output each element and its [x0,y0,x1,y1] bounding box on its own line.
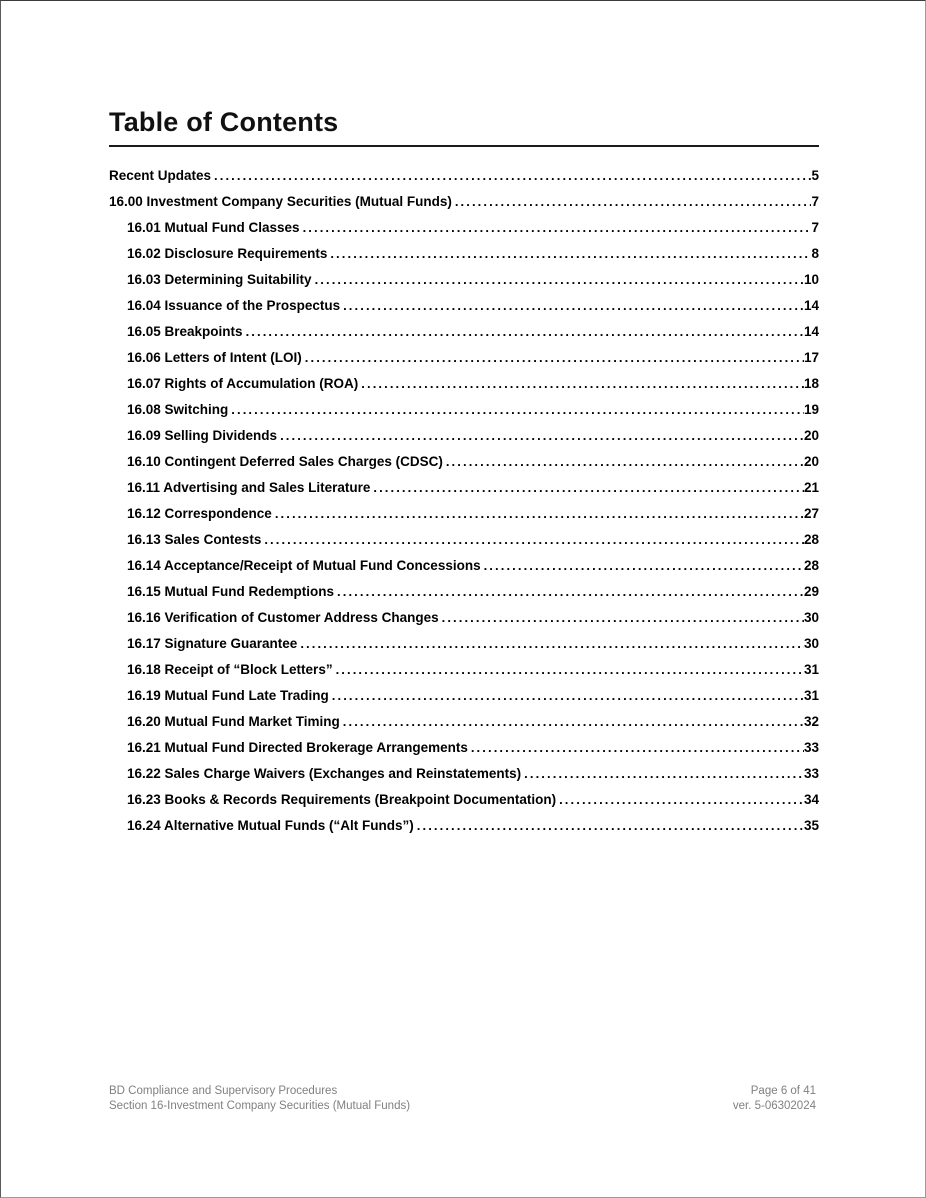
dot-leader [524,761,804,787]
toc-entry-label: 16.01 Mutual Fund Classes [127,220,300,235]
toc-entry-label: 16.05 Breakpoints [127,324,243,339]
toc-entry[interactable] [109,527,819,553]
toc-entry-page: 28 [803,532,819,547]
toc-entry[interactable] [109,709,819,735]
toc-entry[interactable] [109,163,819,189]
footer-version: ver. 5-06302024 [732,1099,816,1112]
dot-leader [303,215,812,241]
toc-entry[interactable] [109,605,819,631]
toc-entry-page: 21 [803,480,819,495]
toc-entry-label: 16.03 Determining Suitability [127,272,312,287]
dot-leader [246,319,804,345]
toc-entry-label: Recent Updates [109,168,212,183]
toc-entry[interactable] [109,501,819,527]
dot-leader [417,813,804,839]
toc-entry-label: 16.08 Switching [127,402,229,417]
toc-entry-page: 14 [803,298,819,313]
toc-entry-page: 28 [803,558,819,573]
toc-entry[interactable] [109,397,819,423]
dot-leader [442,605,804,631]
toc-entry[interactable] [109,735,819,761]
toc-entry-label: 16.02 Disclosure Requirements [127,246,328,261]
toc-entry-label: 16.21 Mutual Fund Directed Brokerage Arrangements [127,740,468,755]
dot-leader [305,345,804,371]
toc-entry-label: 16.12 Correspondence [127,506,272,521]
footer-section-title: Section 16-Investment Company Securities (Mutual Funds) [109,1099,411,1112]
dot-leader [361,371,804,397]
dot-leader [264,527,804,553]
toc-entry-label: 16.16 Verification of Customer Address Changes [127,610,439,625]
toc-entry-page: 33 [803,740,819,755]
footer-right [733,1084,816,1113]
dot-leader [315,267,804,293]
toc-entry-page: 31 [803,662,819,677]
toc-entry[interactable] [109,787,819,813]
toc-entry-page: 10 [803,272,819,287]
dot-leader [446,449,804,475]
toc-entry-label: 16.06 Letters of Intent (LOI) [127,350,302,365]
toc-entry[interactable] [109,579,819,605]
toc-list [109,163,819,839]
toc-entry[interactable] [109,423,819,449]
page-footer [109,1084,816,1113]
toc-entry[interactable] [109,215,819,241]
toc-entry[interactable] [109,371,819,397]
toc-entry-label: 16.17 Signature Guarantee [127,636,298,651]
toc-entry-label: 16.15 Mutual Fund Redemptions [127,584,335,599]
toc-entry[interactable] [109,267,819,293]
dot-leader [330,241,811,267]
dot-leader [373,475,804,501]
dot-leader [559,787,804,813]
dot-leader [214,163,811,189]
toc-entry-page: 27 [803,506,819,521]
dot-leader [337,579,804,605]
dot-leader [471,735,804,761]
toc-entry[interactable] [109,813,819,839]
toc-entry[interactable] [109,657,819,683]
toc-entry[interactable] [109,241,819,267]
dot-leader [484,553,804,579]
toc-entry-page: 30 [803,610,819,625]
toc-entry-page: 19 [803,402,819,417]
toc-entry-label: 16.13 Sales Contests [127,532,262,547]
toc-entry-page: 8 [811,246,819,261]
toc-entry-label: 16.04 Issuance of the Prospectus [127,298,341,313]
toc-entry-page: 29 [803,584,819,599]
dot-leader [455,189,812,215]
toc-entry-page: 20 [803,454,819,469]
toc-entry[interactable] [109,449,819,475]
toc-entry-page: 14 [803,324,819,339]
toc-entry-label: 16.18 Receipt of “Block Letters” [127,662,333,677]
toc-entry-page: 7 [811,194,819,209]
toc-entry[interactable] [109,345,819,371]
toc-entry[interactable] [109,553,819,579]
toc-entry-page: 30 [803,636,819,651]
toc-entry-label: 16.19 Mutual Fund Late Trading [127,688,329,703]
dot-leader [336,657,804,683]
dot-leader [332,683,804,709]
dot-leader [280,423,804,449]
toc-section [109,104,819,839]
toc-entry-label: 16.11 Advertising and Sales Literature [127,480,371,495]
toc-entry[interactable] [109,293,819,319]
toc-entry-label: 16.14 Acceptance/Receipt of Mutual Fund Concessions [127,558,481,573]
toc-entry-page: 20 [803,428,819,443]
toc-entry-label: 16.20 Mutual Fund Market Timing [127,714,340,729]
dot-leader [275,501,804,527]
dot-leader [231,397,804,423]
dot-leader [343,709,804,735]
toc-entry-label: 16.24 Alternative Mutual Funds (“Alt Funds”) [127,818,414,833]
toc-entry-page: 18 [803,376,819,391]
toc-entry-page: 17 [803,350,819,365]
toc-entry[interactable] [109,475,819,501]
footer-left [109,1084,410,1113]
toc-entry-page: 35 [803,818,819,833]
toc-entry[interactable] [109,189,819,215]
toc-entry[interactable] [109,631,819,657]
toc-entry-page: 7 [811,220,819,235]
toc-entry-label: 16.00 Investment Company Securities (Mutual Funds) [109,194,452,209]
toc-entry-label: 16.07 Rights of Accumulation (ROA) [127,376,359,391]
toc-entry-label: 16.09 Selling Dividends [127,428,278,443]
dot-leader [300,631,804,657]
toc-entry[interactable] [109,319,819,345]
toc-entry-page: 5 [811,168,819,183]
toc-entry-label: 16.23 Books & Records Requirements (Breakpoint Documentation) [127,792,557,807]
toc-entry-page: 31 [803,688,819,703]
page-title: Table of Contents [109,104,819,147]
toc-entry-label: 16.22 Sales Charge Waivers (Exchanges and Reinstatements) [127,766,522,781]
footer-page-indicator: Page 6 of 41 [750,1085,816,1097]
toc-entry-label: 16.10 Contingent Deferred Sales Charges (CDSC) [127,454,443,469]
toc-entry-page: 34 [803,792,819,807]
footer-document-title: BD Compliance and Supervisory Procedures [109,1085,338,1097]
toc-entry[interactable] [109,683,819,709]
toc-entry-page: 33 [803,766,819,781]
toc-entry-page: 32 [803,714,819,729]
toc-entry[interactable] [109,761,819,787]
dot-leader [343,293,804,319]
